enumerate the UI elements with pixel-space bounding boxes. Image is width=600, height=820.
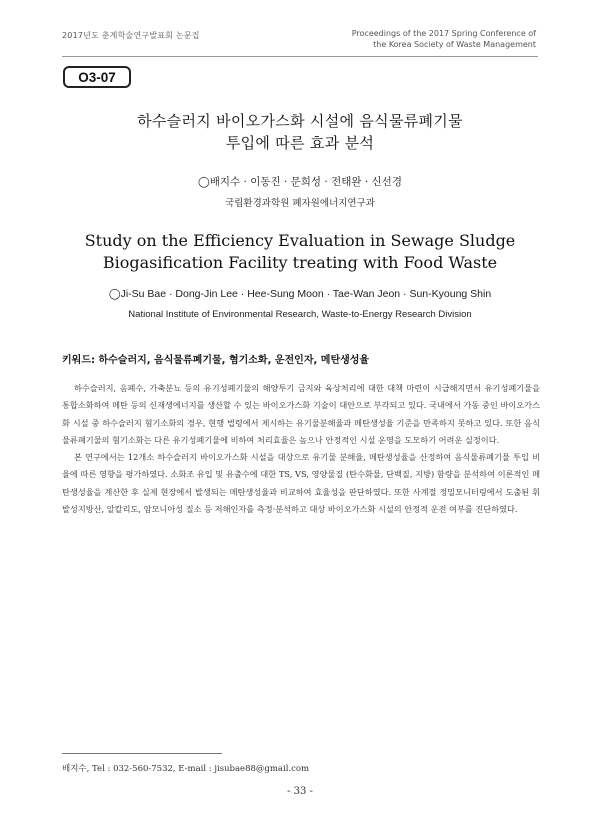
paper-code-badge: O3-07 bbox=[63, 66, 131, 88]
abstract-paragraph-2: 본 연구에서는 12개소 하수슬러지 바이오가스화 시설을 대상으로 유기물 분해율, 메탄생성율을 산정하여 음식물류폐기물 투입 비율에 따른 영향을 평가하였다. 소화조 유입 및 유출수에 대한 TS, VS, 영양물질 (탄수화물, 단백질, 지방) 함량을 분석하여 이론적인 메탄생성율을 계산한 후 실제 현장에서 발생되는 메탄생성율과 비교하여 효율성을 판단하였다. 또한 사계절 정밀모니터링에서 도출된 휘발성지방산, 알칼리도, 암모니아성 질소 등 저해인자를 측정·분석하고 대상 바이오가스화 시설의 안정적 운전 여부를 진단하였다. bbox=[62, 452, 540, 515]
affiliation-english: National Institute of Environmental Research, Waste-to-Energy Research Division bbox=[128, 309, 472, 320]
affiliation-korean: 국립환경과학원 폐자원에너지연구과 bbox=[225, 198, 375, 209]
header-english-line1: Proceedings of the 2017 Spring Conference of bbox=[351, 29, 536, 38]
authors-korean: ◯배지수 · 이동진 · 문희성 · 전태완 · 신선경 bbox=[198, 176, 402, 188]
title-korean-line1: 하수슬러지 바이오가스화 시설에 음식물류폐기물 bbox=[137, 112, 463, 130]
corresponding-author-footnote: 배지수, Tel : 032-560-7532, E-mail : jisubae88@gmail.com bbox=[62, 764, 310, 774]
header-divider bbox=[62, 56, 538, 57]
title-english bbox=[40, 230, 560, 274]
title-english-line1: Study on the Efficiency Evaluation in Sewage Sludge bbox=[84, 231, 516, 250]
title-korean-line2: 투입에 따른 효과 분석 bbox=[225, 134, 375, 152]
title-english-line2: Biogasification Facility treating with Food Waste bbox=[102, 253, 498, 272]
abstract-body bbox=[62, 380, 540, 518]
abstract-paragraph-1: 하수슬러지, 음폐수, 가축분뇨 등의 유기성폐기물의 해양투기 금지와 육상처리에 대한 대책 마련이 시급해지면서 유기성폐기물을 통합소화하여 메탄 등의 신재생에너지를 생산할 수 있는 바이오가스화 기술이 대안으로 부각되고 있다. 국내에서 가동 중인 바이오가스화 시설 중 하수슬러지 혐기소화의 경우, 현행 법령에서 제시하는 유기물분해율과 메탄생성율 기준을 만족하지 못하고 있다. 또한 음식물류폐기물의 혐기소화는 다른 유기성폐기물에 비하여 처리효율은 높으나 안정적인 시설 운영을 도모하기 어려운 실정이다. bbox=[62, 383, 540, 445]
header-english-line2: the Korea Society of Waste Management bbox=[373, 40, 536, 49]
proceedings-header-english bbox=[352, 28, 536, 50]
keywords: 키워드: 하수슬러지, 음식물류폐기물, 혐기소화, 운전인자, 메탄생성율 bbox=[62, 355, 370, 366]
page-number: - 33 - bbox=[287, 786, 313, 797]
title-korean bbox=[40, 110, 560, 154]
authors-english: ◯Ji-Su Bae · Dong-Jin Lee · Hee-Sung Moon · Tae-Wan Jeon · Sun-Kyoung Shin bbox=[108, 288, 492, 300]
footnote-divider bbox=[62, 753, 222, 754]
proceedings-header-korean: 2017년도 춘계학술연구발표회 논문집 bbox=[62, 31, 200, 40]
